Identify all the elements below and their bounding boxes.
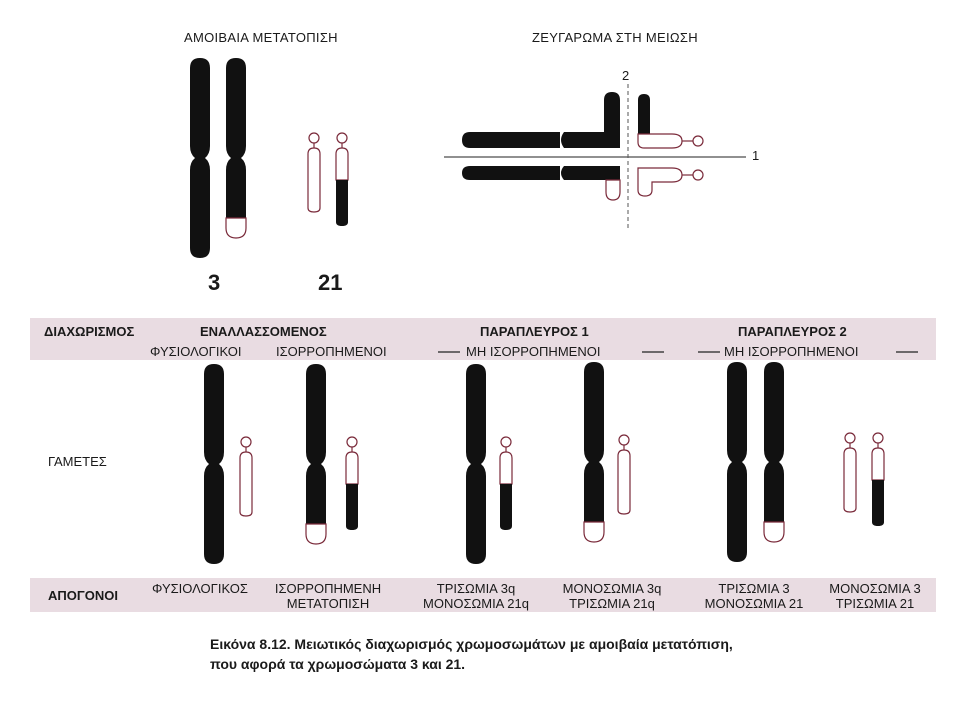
chromosome-3-normal: [190, 58, 210, 258]
offspring-balanced-line2: ΜΕΤΑΤΟΠΙΣΗ: [286, 596, 370, 611]
figure-caption: [210, 634, 930, 674]
offspring-adj1-b-line2: ΤΡΙΣΩΜΙΑ 21q: [569, 596, 655, 611]
gamete-alt-balanced-chr21: [346, 437, 358, 530]
adjacent-2-header: ΠΑΡΑΠΛΕΥΡΟΣ 2: [738, 324, 847, 339]
meiosis-pairing-title: ΖΕΥΓΑΡΩΜΑ ΣΤΗ ΜΕΙΩΣΗ: [532, 30, 698, 45]
offspring-adj1-a: [414, 581, 538, 611]
unbalanced-1-subheader: ΜΗ ΙΣΟΡΡΟΠΗΜΕΝΟΙ: [466, 344, 601, 359]
chromosome-3-translocated: [226, 58, 246, 238]
gamete-alt-balanced-chr3: [306, 364, 326, 544]
gamete-adj1-b-chr3: [584, 362, 604, 542]
segregation-row-label: ΔΙΑΧΩΡΙΣΜΟΣ: [44, 324, 135, 339]
offspring-adj1-b: [550, 581, 674, 611]
balanced-subheader: ΙΣΟΡΡΟΠΗΜΕΝΟΙ: [276, 344, 387, 359]
adjacent-1-header: ΠΑΡΑΠΛΕΥΡΟΣ 1: [480, 324, 589, 339]
offspring-adj1-b-line1: ΜΟΝΟΣΩΜΙΑ 3q: [562, 581, 662, 596]
reciprocal-translocation-title: ΑΜΟΙΒΑΙΑ ΜΕΤΑΤΟΠΙΣΗ: [184, 30, 338, 45]
pairing-quadrivalent: [444, 84, 746, 230]
alternate-header: ΕΝΑΛΛΑΣΣΟΜΕΝΟΣ: [200, 324, 327, 339]
offspring-adj2-b-line1: ΜΟΝΟΣΩΜΙΑ 3: [829, 581, 921, 596]
offspring-adj1-a-line2: ΜΟΝΟΣΩΜΙΑ 21q: [423, 596, 529, 611]
offspring-adj2-b: [816, 581, 934, 611]
offspring-adj1-a-line1: ΤΡΙΣΩΜΙΑ 3q: [436, 581, 516, 596]
gamete-alt-normal-chr3: [204, 364, 224, 564]
gamete-adj2-b-chr21: [844, 433, 856, 512]
gamete-adj1-a-chr21: [500, 437, 512, 530]
caption-line1: Εικόνα 8.12. Μειωτικός διαχωρισμός χρωμοσωμάτων με αμοιβαία μετατόπιση,: [210, 636, 733, 652]
unbalanced-2-subheader: ΜΗ ΙΣΟΡΡΟΠΗΜΕΝΟΙ: [724, 344, 859, 359]
offspring-adj2-b-line2: ΤΡΙΣΩΜΙΑ 21: [835, 596, 915, 611]
gamete-adj2-b-chr21-trans: [872, 433, 884, 526]
caption-line2: που αφορά τα χρωμοσώματα 3 και 21.: [210, 656, 466, 672]
chromosome-21-translocated: [336, 133, 348, 226]
gamete-adj2-a-chr3-trans: [764, 362, 784, 542]
offspring-adj2-a-line2: ΜΟΝΟΣΩΜΙΑ 21: [704, 596, 804, 611]
offspring-balanced-line1: ΙΣΟΡΡΟΠΗΜΕΝΗ: [274, 581, 382, 596]
chromosome-21-number: 21: [318, 270, 343, 295]
axis-1-label: 1: [752, 148, 760, 163]
offspring-balanced: [268, 581, 388, 611]
normal-subheader: ΦΥΣΙΟΛΟΓΙΚΟΙ: [150, 344, 242, 359]
offspring-adj2-a: [692, 581, 816, 611]
offspring-row-label: ΑΠΟΓΟΝΟΙ: [48, 588, 118, 603]
gamete-adj2-a-chr3: [727, 362, 747, 562]
gamete-adj1-b-chr21: [618, 435, 630, 514]
gamete-adj1-a-chr3: [466, 364, 486, 564]
gamete-alt-normal-chr21: [240, 437, 252, 516]
axis-2-label: 2: [622, 68, 630, 83]
gametes-label: ΓΑΜΕΤΕΣ: [48, 454, 107, 469]
offspring-normal: ΦΥΣΙΟΛΟΓΙΚΟΣ: [152, 581, 248, 596]
offspring-adj2-a-line1: ΤΡΙΣΩΜΙΑ 3: [718, 581, 790, 596]
chromosome-3-number: 3: [208, 270, 221, 295]
chromosome-21-normal: [308, 133, 320, 212]
